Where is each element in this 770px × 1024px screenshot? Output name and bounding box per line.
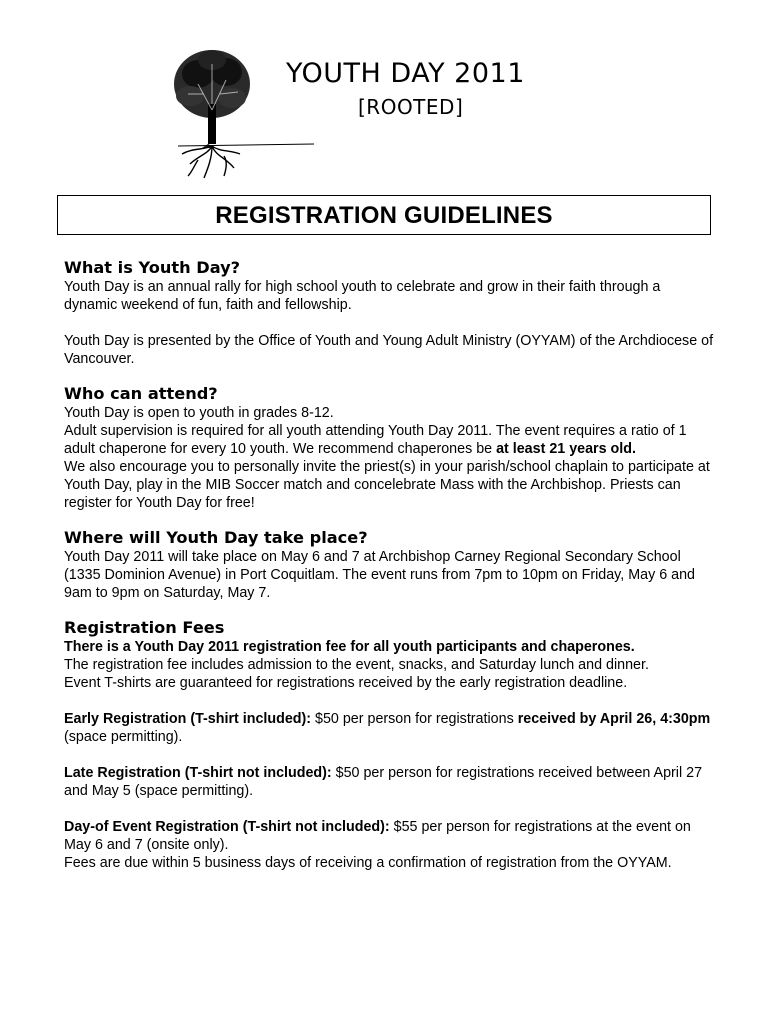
text-span: $55 per person for registrations at the event on May 6 and 7 (onsite only). <box>64 819 691 853</box>
paragraph: Youth Day is presented by the Office of Youth and Young Adult Ministry (OYYAM) of the Archdiocese of Vancouver. <box>64 333 714 367</box>
document-body <box>64 258 716 872</box>
early-registration-paragraph <box>64 710 716 746</box>
paragraph: Youth Day is an annual rally for high school youth to celebrate and grow in their faith through a dynamic weekend of fun, faith and fellowship. <box>64 279 661 313</box>
paragraph <box>64 638 716 656</box>
dayof-registration-paragraph <box>64 818 716 854</box>
text-span: (space permitting). <box>64 729 183 745</box>
paragraph: The registration fee includes admission to the event, snacks, and Saturday lunch and dinner. <box>64 657 649 673</box>
paragraph <box>64 422 716 458</box>
text-span: $50 per person for registrations received between April 27 and May 5 (space permitting). <box>64 765 703 799</box>
section-heading-fees: Registration Fees <box>64 618 225 637</box>
bold-text: received by April 26, 4:30pm <box>517 711 711 727</box>
text-span: $50 per person for registrations <box>311 711 518 727</box>
event-logo-title: YOUTH DAY 2011 <box>286 58 525 89</box>
bold-text: at least 21 years old. <box>496 441 636 457</box>
event-logo-subtitle: [ROOTED] <box>358 95 464 119</box>
paragraph: Youth Day 2011 will take place on May 6 and 7 at Archbishop Carney Regional Secondary School (1335 Dominion Avenue) in Port Coquitlam. The event runs from 7pm to 10pm on Friday, May 6 and 9am to 9pm on Saturday, May 7. <box>64 549 695 601</box>
paragraph: Event T-shirts are guaranteed for registrations received by the early registration deadline. <box>64 675 628 691</box>
bold-text: There is a Youth Day 2011 registration fee for all youth participants and chaperones. <box>64 639 635 655</box>
paragraph: Fees are due within 5 business days of receiving a confirmation of registration from the OYYAM. <box>64 855 672 871</box>
paragraph: We also encourage you to personally invite the priest(s) in your parish/school chaplain to participate at Youth Day, play in the MIB Soccer match and concelebrate Mass with the Archbishop. Priests can register for Youth Day for free! <box>64 459 710 511</box>
paragraph: Youth Day is open to youth in grades 8-12. <box>64 405 334 421</box>
section-heading-who: Who can attend? <box>64 384 218 403</box>
bold-text: Early Registration (T-shirt included): <box>64 711 312 727</box>
late-registration-paragraph <box>64 764 716 800</box>
bold-text: Late Registration (T-shirt not included): <box>64 765 332 781</box>
text-span: Adult supervision is required for all youth attending Youth Day 2011. The event requires a ratio of 1 adult chaperone for every 10 youth. We recommend chaperones be <box>64 423 687 457</box>
section-heading-where: Where will Youth Day take place? <box>64 528 368 547</box>
page-title-box <box>57 195 711 235</box>
section-heading-what: What is Youth Day? <box>64 258 241 277</box>
bold-text: Day-of Event Registration (T-shirt not included): <box>64 819 390 835</box>
page-title: REGISTRATION GUIDELINES <box>215 202 553 229</box>
